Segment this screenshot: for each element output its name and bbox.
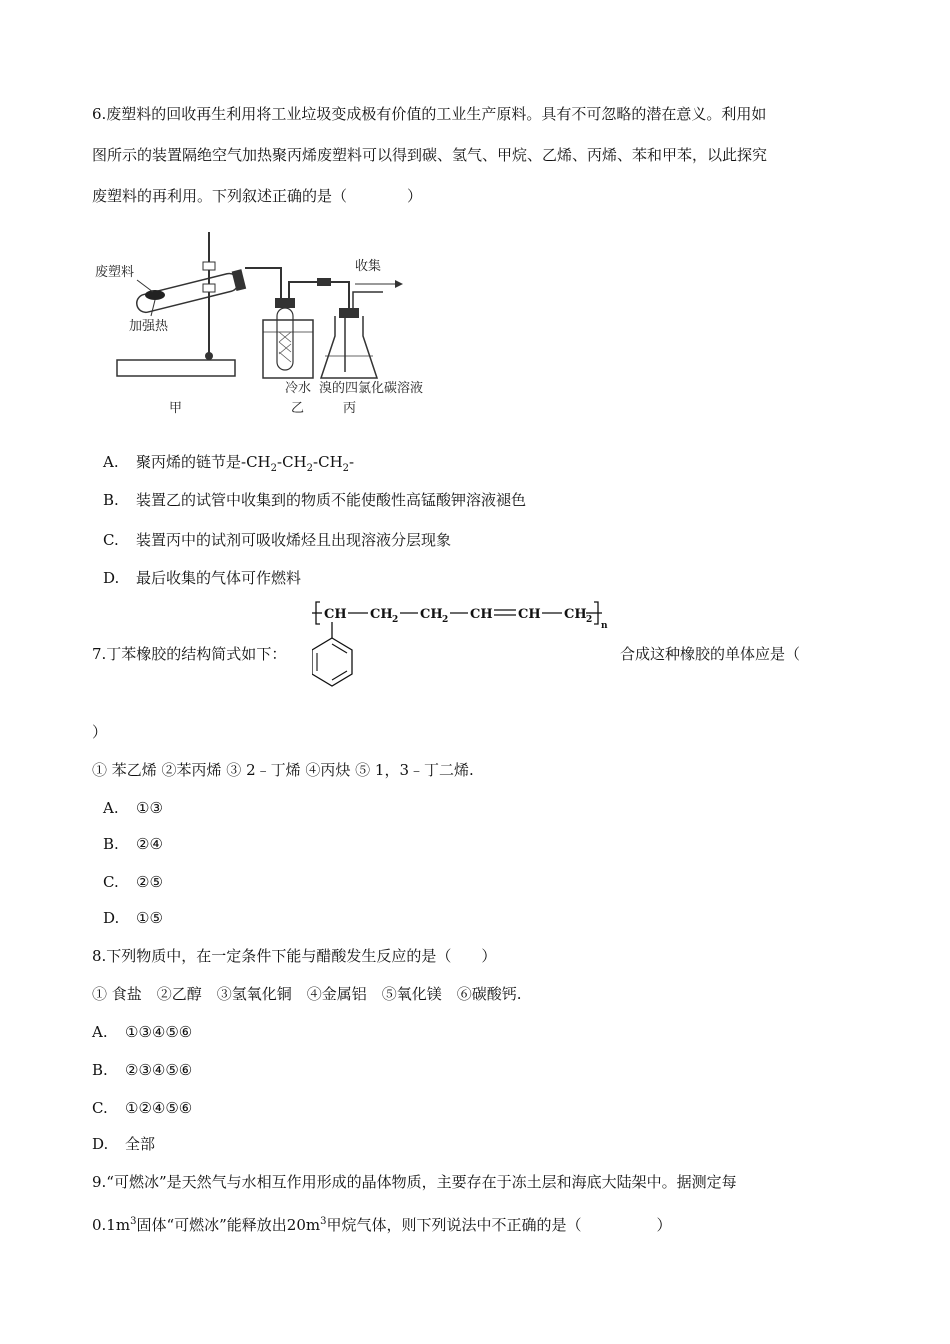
struct-ch2-a: CH [370,607,393,622]
q7-stem-tail: 合成这种橡胶的单体应是（ [620,645,801,663]
label-collect: 收集 [355,259,382,274]
label-strong-heat: 加强热 [129,319,169,334]
struct-ch-double: CH [470,607,493,622]
q7-option-b-text: ②④ [136,835,163,853]
q7-stem-close: ） [92,723,108,741]
svg-text:2: 2 [392,615,399,625]
q6-option-d-text: 最后收集的气体可作燃料 [136,569,302,587]
struct-ch2-c: CH [564,607,587,622]
q8-option-a-label: A. [92,1023,108,1041]
label-yi: 乙 [291,401,305,416]
q8-option-c-text: ①②④⑤⑥ [125,1099,193,1117]
q6-option-a-label: A. [103,453,119,471]
q8-option-d-text: 全部 [125,1135,156,1153]
q8-option-d-label: D. [92,1135,109,1153]
q7-stem-intro: 7.丁苯橡胶的结构简式如下： [92,645,287,663]
q6-option-b-label: B. [103,491,119,509]
q7-option-c-label: C. [103,873,119,891]
q8-option-a-text: ①③④⑤⑥ [125,1023,193,1041]
q7-option-d-text: ①⑤ [136,909,163,927]
q9-stem-line-1: 9.“可燃冰”是天然气与水相互作用形成的晶体物质，主要存在于冻土层和海底大陆架中。据测定每 [92,1173,737,1191]
apparatus-figure [95,232,475,422]
q8-option-c-label: C. [92,1099,108,1117]
label-cold-water: 冷水 [285,381,312,396]
q7-option-b-label: B. [103,835,119,853]
delivery-tube-2 [289,282,349,312]
q8-option-b-label: B. [92,1061,108,1079]
q9-stem-line-2: $0.1m^3$固体“可燃冰”能释放出$20m^3$甲烷气体，则下列说法中不正确的是（ ） [92,1216,672,1234]
q7-option-a-label: A. [103,799,119,817]
bromine-flask [321,316,377,378]
benzene-ring [312,638,352,686]
q6-stem-line-1: 6.废塑料的回收再生利用将工业垃圾变成极有价值的工业生产原料。具有不可忽略的潜在意义。利用如 [92,105,767,123]
q6-option-a-text: 聚丙烯的链节是$-CH_2-CH_2-CH_2-$ [136,453,355,474]
collecting-tube [277,308,293,370]
svg-text:2: 2 [586,615,593,625]
styrene-butadiene-structure [312,598,612,693]
q6-option-c-text: 装置丙中的试剂可吸收烯烃且出现溶液分层现象 [136,531,452,549]
q8-option-b-text: ②③④⑤⑥ [125,1061,193,1079]
svg-text:2: 2 [442,615,449,625]
q6-stem-line-2: 图所示的装置隔绝空气加热聚丙烯废塑料可以得到碳、氢气、甲烷、乙烯、丙烯、苯和甲苯，以此探究 [92,146,768,164]
q6-option-b-text: 装置乙的试管中收集到的物质不能使酸性高锰酸钾溶液褪色 [136,491,527,509]
q6-option-c-label: C. [103,531,119,549]
q6-option-d-label: D. [103,569,120,587]
struct-ch: CH [324,607,347,622]
stand-base [117,360,235,376]
label-bing: 丙 [343,401,357,416]
q8-stem: 8.下列物质中，在一定条件下能与醋酸发生反应的是（ ） [92,947,497,965]
struct-n: n [601,621,608,631]
plastic-sample [145,290,165,300]
q7-choices: ① 苯乙烯 ②苯丙烯 ③ 2﹣丁烯 ④丙炔 ⑤ 1，3﹣丁二烯. [92,761,474,779]
q7-option-a-text: ①③ [136,799,163,817]
q6-stem-line-3: 废塑料的再利用。下列叙述正确的是（ ） [92,187,423,205]
label-jia: 甲 [169,401,183,416]
label-waste-plastic: 废塑料 [95,265,135,280]
q8-choices: ① 食盐 ②乙醇 ③氢氧化铜 ④金属铝 ⑤氧化镁 ⑥碳酸钙. [92,985,522,1003]
label-bromine-solution: 溴的四氯化碳溶液 [319,381,424,396]
q7-option-d-label: D. [103,909,120,927]
delivery-tube-1 [245,268,281,302]
q7-option-c-text: ②⑤ [136,873,163,891]
struct-ch2-b: CH [420,607,443,622]
struct-ch-after: CH [518,607,541,622]
